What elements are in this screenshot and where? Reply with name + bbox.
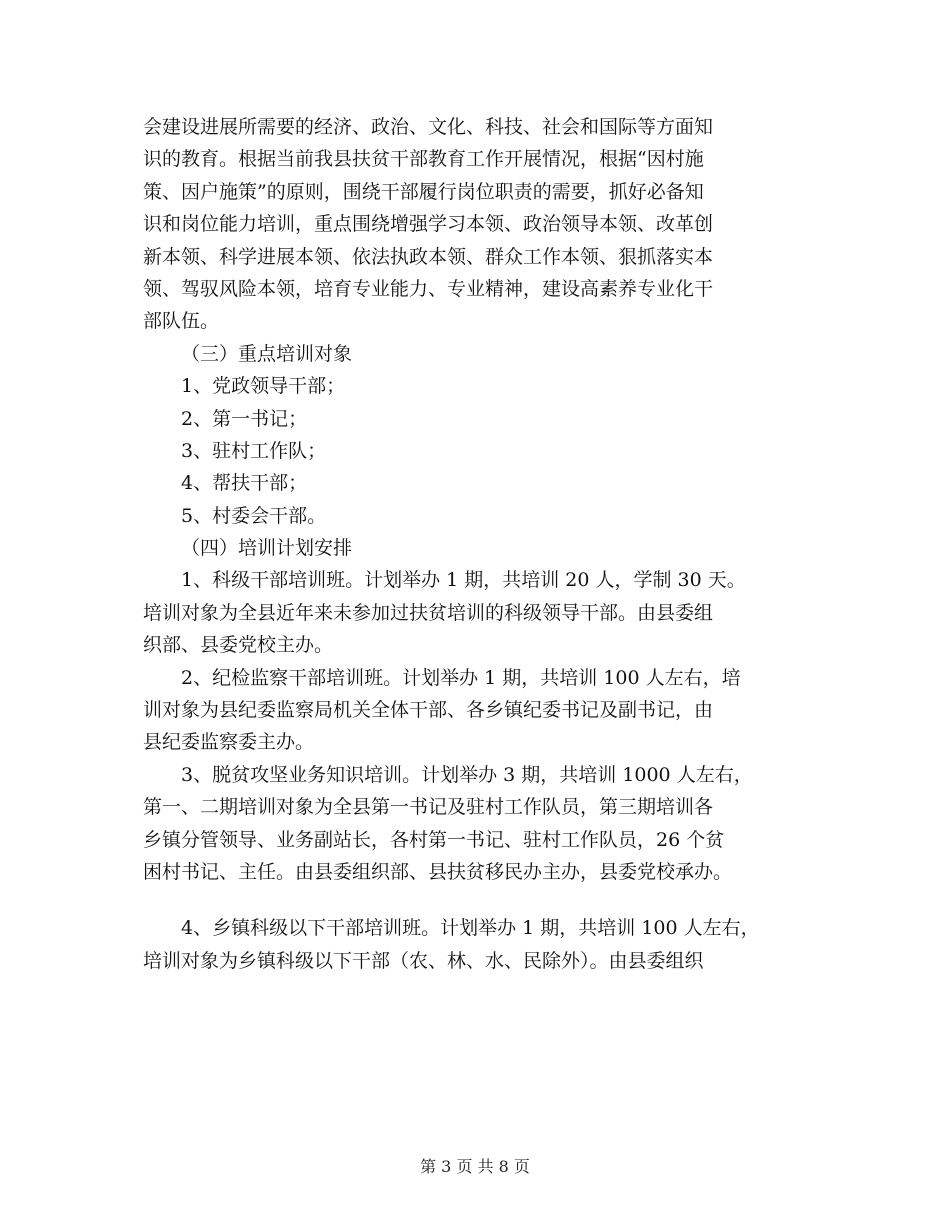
text-line: （三）重点培训对象 [181,342,353,365]
page-footer: 第 3 页 共 8 页 [420,1157,530,1176]
text-line: 县纪委监察委主办。 [143,731,315,754]
text-line: 领、驾驭风险本领，培育专业能力、专业精神，建设高素养专业化干 [143,277,714,300]
text-line: 1、科级干部培训班。计划举办 1 期，共培训 20 人，学制 30 天。 [181,569,746,592]
text-line: 5、村委会干部。 [181,504,327,527]
text-line: （四）培训计划安排 [181,537,353,560]
text-line: 部队伍。 [143,310,220,333]
text-line: 困村书记、主任。由县委组织部、县扶贫移民办主办，县委党校承办。 [143,860,733,883]
text-line: 3、脱贫攻坚业务知识培训。计划举办 3 期，共培训 1000 人左右， [181,763,753,786]
text-line: 训对象为县纪委监察局机关全体干部、各乡镇纪委书记及副书记，由 [143,699,714,722]
text-line: 3、驻村工作队； [181,439,327,462]
text-line: 2、第一书记； [181,407,308,430]
text-line: 乡镇分管领导、业务副站长，各村第一书记、驻村工作队员，26 个贫 [143,828,725,851]
paragraph-spacer [143,888,808,912]
text-line: 会建设进展所需要的经济、政治、文化、科技、社会和国际等方面知 [143,116,714,138]
text-line: 识的教育。根据当前我县扶贫干部教育工作开展情况，根据“因村施 [143,148,704,171]
text-line: 策、因户施策”的原则，围绕干部履行岗位职责的需要，抓好必备知 [143,180,704,203]
text-line: 培训对象为全县近年来未参加过扶贫培训的科级领导干部。由县委组 [143,601,714,624]
text-line: 4、乡镇科级以下干部培训班。计划举办 1 期，共培训 100 人左右， [181,917,760,940]
text-line: 织部、县委党校主办。 [143,634,334,657]
text-line: 培训对象为乡镇科级以下干部（农、林、水、民除外）。由县委组织 [143,949,704,972]
document-body [143,111,808,977]
text-line: 2、纪检监察干部培训班。计划举办 1 期，共培训 100 人左右，培 [181,666,741,689]
text-line: 4、帮扶干部； [181,472,308,495]
text-line: 1、党政领导干部； [181,375,346,398]
text-line: 识和岗位能力培训，重点围绕增强学习本领、政治领导本领、改革创 [143,213,714,236]
text-line: 新本领、科学进展本领、依法执政本领、群众工作本领、狠抓落实本 [143,245,714,268]
text-line: 第一、二期培训对象为全县第一书记及驻村工作队员，第三期培训各 [143,796,714,819]
